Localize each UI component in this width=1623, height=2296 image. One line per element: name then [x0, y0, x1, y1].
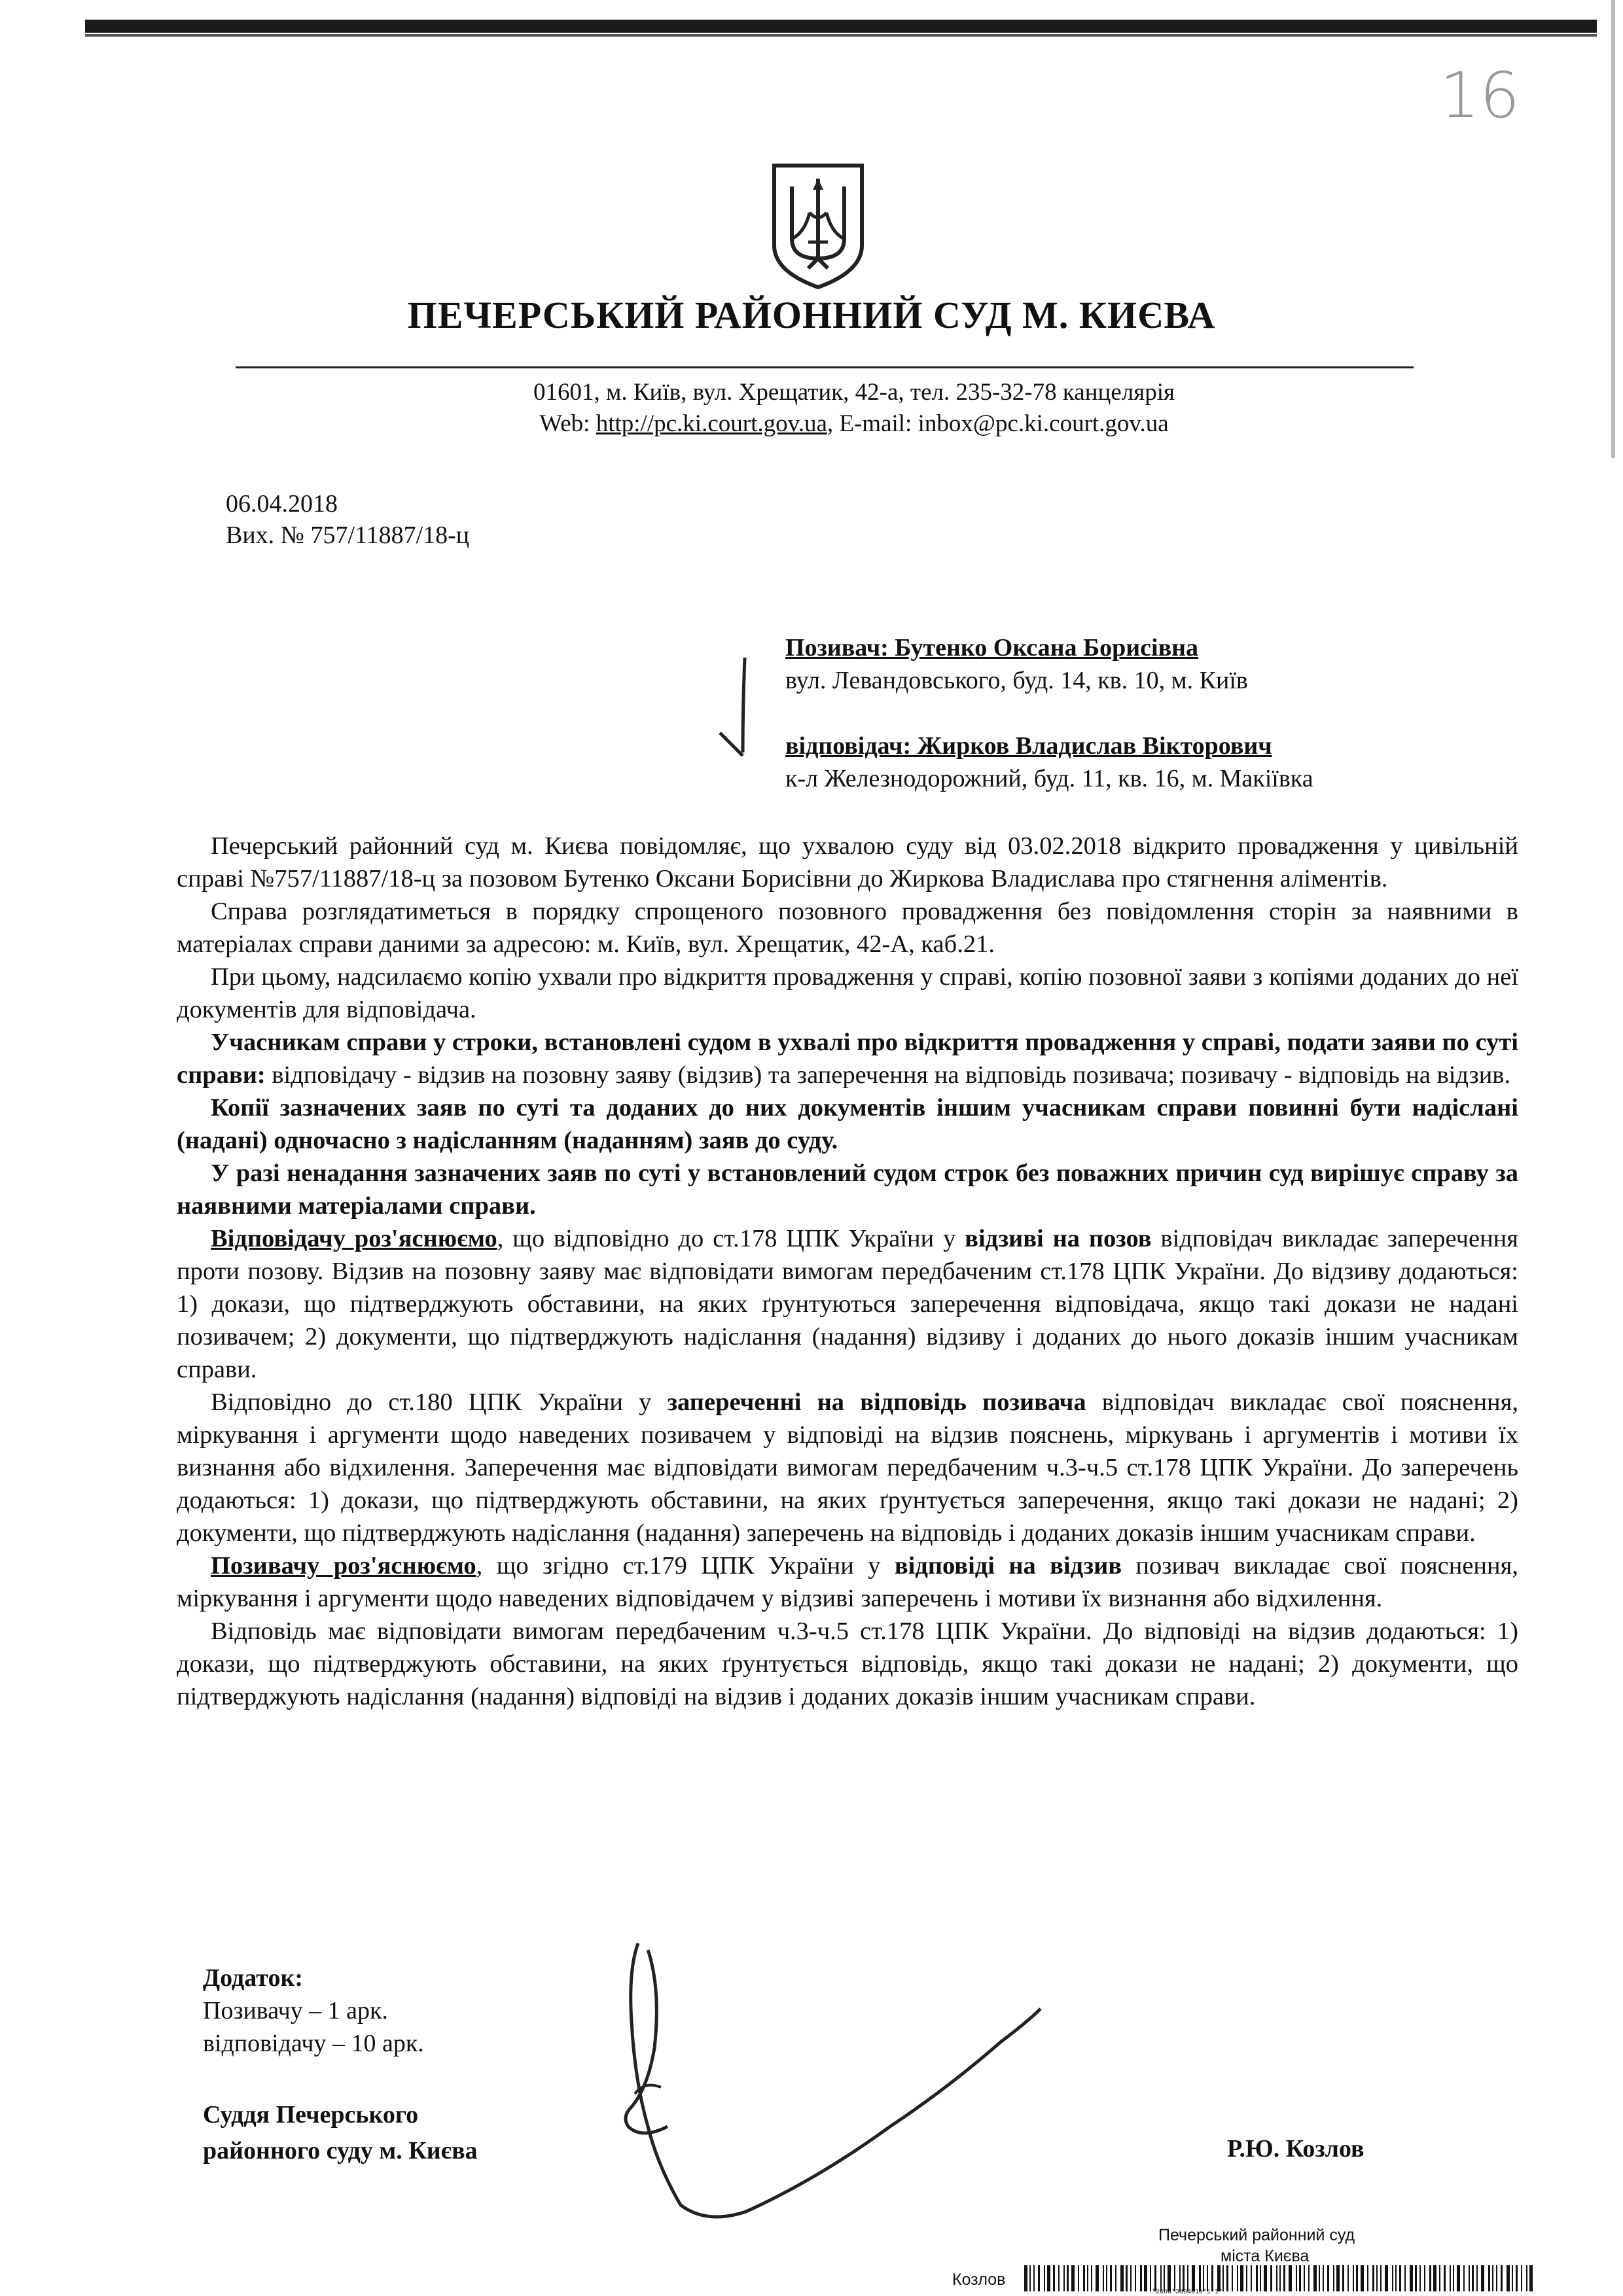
stamp-judge-prefix: Козлов — [952, 2270, 1006, 2289]
handwritten-signature — [609, 1930, 1067, 2231]
web-prefix: Web: — [539, 410, 596, 437]
court-contacts — [0, 410, 1623, 438]
document-date: 06.04.2018 — [226, 490, 338, 518]
defendant-address: к-л Железнодорожний, буд. 11, кв. 16, м. Макіївка — [785, 765, 1313, 792]
barcode-icon — [1024, 2265, 1538, 2291]
stamp-court-name: Печерський районний суд — [1158, 2226, 1355, 2244]
handwritten-page-number: 16 — [1440, 59, 1520, 132]
paragraph-procedure: Справа розглядатиметься в порядку спрощеного позовного провадження без повідомлення сторін за наявними в матеріалах справи даними за адресою: м. Київ, вул. Хрещатик, 42-А, каб.21. — [177, 898, 1518, 958]
court-address: 01601, м. Київ, вул. Хрещатик, 42-а, тел. 235-32-78 канцелярія — [533, 379, 1175, 406]
top-scan-border — [85, 20, 1597, 33]
paragraph-plaintiff-explanation: Позивачу роз'яснюємо, що згідно ст.179 ЦПК України у відповіді на відзив позивач викладає свої пояснення, міркування і аргументи щодо наведених відповідачем у відзиві заперечень і мотиви їх визнання або відхилення. — [177, 1552, 1518, 1612]
paragraph-notice: Печерський районний суд м. Києва повідомляє, що ухвалою суду від 03.02.2018 відкрито провадження у цивільній справі №757/11887/18-ц за позовом Бутенко Оксани Борисівни до Жиркова Владислава про стягнення аліментів. — [177, 832, 1518, 892]
court-email: , E-mail: inbox@pc.ki.court.gov.ua — [827, 410, 1169, 437]
judge-title-line1: Суддя Печерського — [203, 2101, 419, 2128]
paragraph-failure: У разі ненадання зазначених заяв по суті у встановлений судом строк без поважних причин суд вирішує справу за наявними матеріалами справи. — [177, 1159, 1518, 1220]
letter-body — [177, 830, 1518, 1713]
annex-line-plaintiff: Позивачу – 1 арк. — [203, 1997, 389, 2024]
outgoing-number: Вих. № 757/11887/18-ц — [226, 521, 470, 549]
coat-of-arms-trident-icon — [769, 160, 867, 291]
judge-title — [203, 2097, 478, 2169]
handwritten-arrow-icon — [707, 654, 753, 762]
annex-block — [203, 1962, 424, 2060]
judge-name: Р.Ю. Козлов — [1227, 2135, 1364, 2163]
header-divider — [236, 366, 1414, 368]
court-title: ПЕЧЕРСЬКИЙ РАЙОННИЙ СУД М. КИЄВА — [407, 294, 1216, 336]
judge-title-line2: районного суду м. Києва — [203, 2137, 478, 2164]
plaintiff-address: вул. Левандовського, буд. 14, кв. 10, м. Київ — [785, 667, 1248, 694]
paragraph-enclosures: При цьому, надсилаємо копію ухвали про відкриття провадження у справі, копію позовної заяви з копіями доданих до неї документів для відповідача. — [177, 963, 1518, 1023]
paragraph-reply-requirements: Відповідь має відповідати вимогам передбаченим ч.3-ч.5 ст.178 ЦПК України. До відповіді на відзив додаються: 1) докази, що підтверджують обставини, на яких ґрунтується відповідь, якщо такі докази не надані; 2) документи, що підтверджують надіслання (надання) відповіді на відзив і доданих доказів іншим учасникам справи. — [177, 1617, 1518, 1710]
paragraph-copies: Копії зазначених заяв по суті та доданих до них документів іншим учасникам справи повинні бути надіслані (надані) одночасно з надісланням (наданням) заяв до суду. — [177, 1094, 1518, 1154]
annex-line-defendant: відповідачу – 10 арк. — [203, 2030, 424, 2057]
paragraph-defendant-explanation: Відповідачу роз'яснюємо, що відповідно до ст.178 ЦПК України у відзиві на позов відповідач викладає заперечення проти позову. Відзив на позовну заяву має відповідати вимогам передбаченим ст.178 ЦПК України. До відзиву додаються: 1) докази, що підтверджують обставини, на яких ґрунтуються заперечення відповідача, якщо такі докази не надані позивачем; 2) документи, що підтверджують надіслання (надання) відзиву і доданих до нього доказів іншим учасникам справи. — [177, 1225, 1518, 1383]
top-scan-border-thin — [85, 34, 1597, 37]
plaintiff-label: Позивач: Бутенко Оксана Борисівна — [785, 634, 1199, 662]
defendant-label: відповідач: Жирков Владислав Вікторович — [785, 732, 1272, 760]
stamp-city: міста Києва — [1221, 2247, 1310, 2265]
barcode-number: *2606*3894010*1*1* — [1152, 2289, 1223, 2296]
court-web-link[interactable]: http://pc.ki.court.gov.ua — [596, 410, 827, 437]
annex-heading: Додаток: — [203, 1964, 304, 1992]
paragraph-participants: Учасникам справи у строки, встановлені судом в ухвалі про відкриття провадження у справі, подати заяви по суті справи: відповідачу - відзив на позовну заяву (відзив) та заперечення на відповідь позивача; позивачу - відповідь на відзив. — [177, 1029, 1518, 1089]
paragraph-objection: Відповідно до ст.180 ЦПК України у запереченні на відповідь позивача відповідач викладає свої пояснення, міркування і аргументи щодо наведених позивачем у відповіді на відзив пояснень, міркувань і аргументів і мотиви їх визнання або відхилення. Заперечення має відповідати вимогам передбаченим ч.3-ч.5 ст.178 ЦПК України. До заперечень додаються: 1) докази, що підтверджують обставини, на яких ґрунтується заперечення, якщо такі докази не надані; 2) документи, що підтверджують надіслання (надання) заперечень на відповідь і доданих доказів іншим учасникам справи. — [177, 1388, 1518, 1547]
